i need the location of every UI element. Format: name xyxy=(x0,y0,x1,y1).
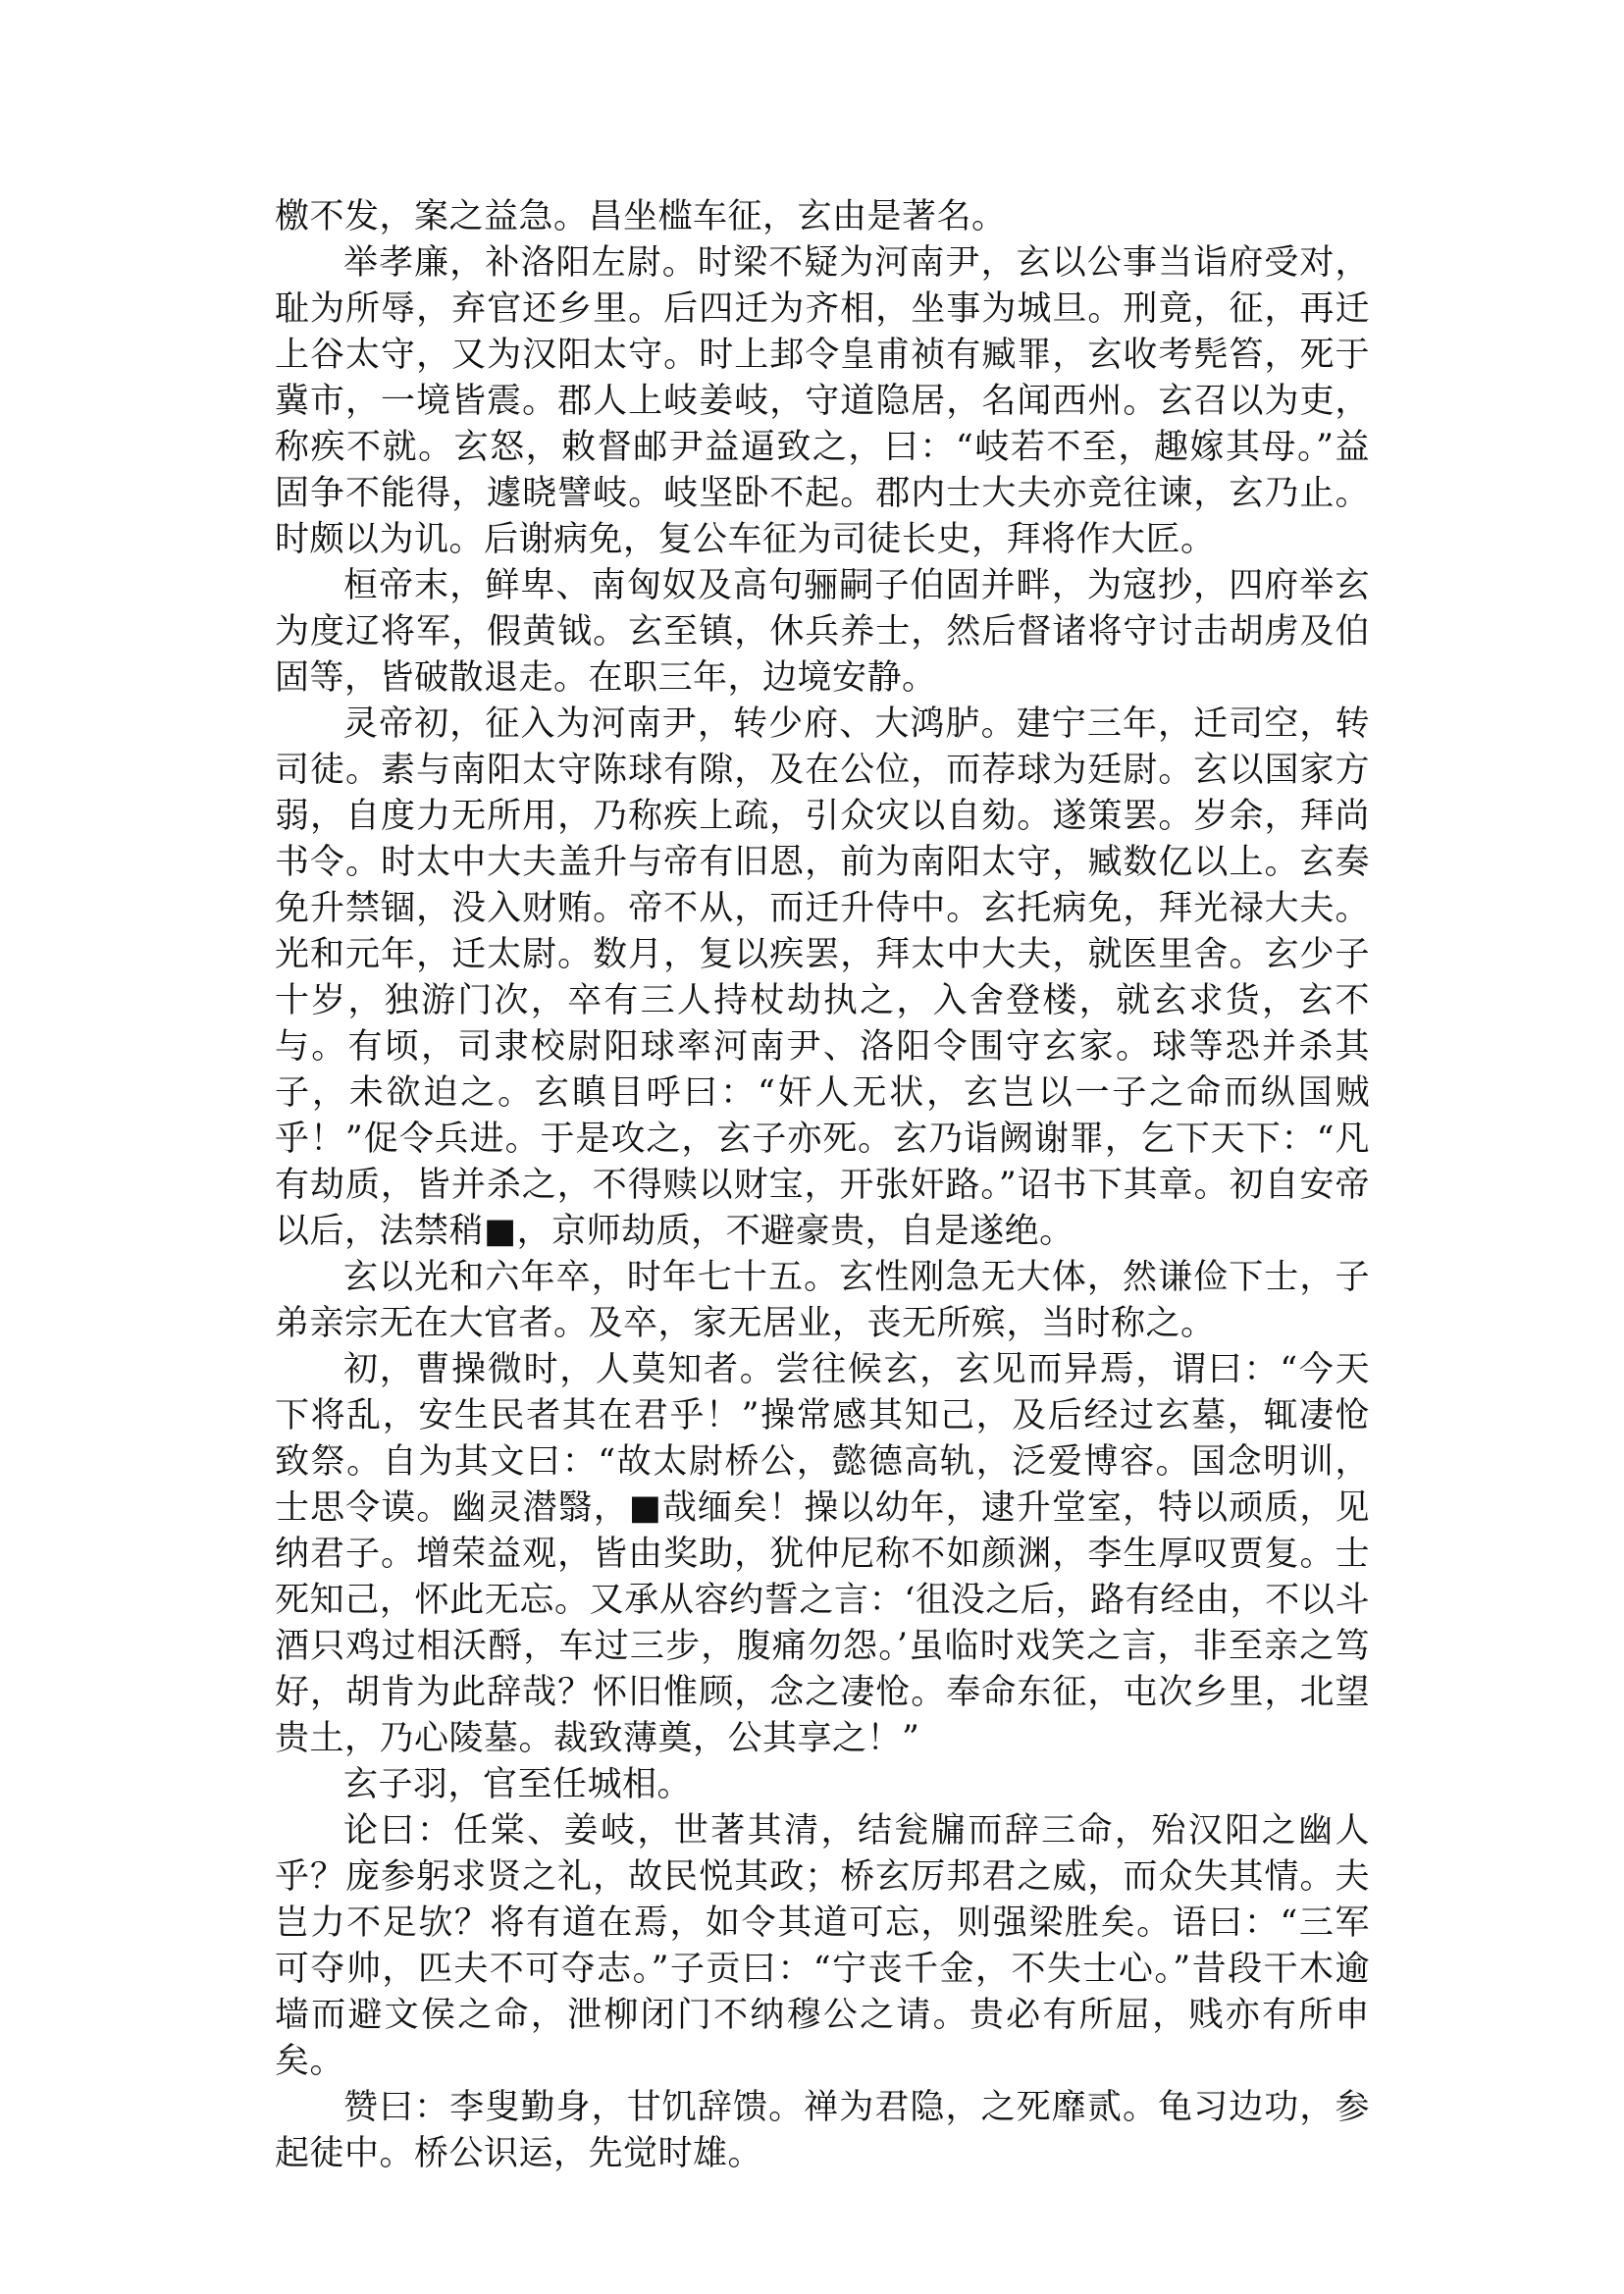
paragraph-8: 论曰：任棠、姜岐，世著其清，结瓮牖而辞三命，殆汉阳之幽人乎？庞参躬求贤之礼，故民悦其政；桥玄厉邦君之威，而众失其情。夫岂力不足欤？将有道在焉，如令其道可忘，则强梁胜矣。语曰：“三军可夺帅，匹夫不可夺志。”子贡曰：“宁丧千金，不失士心。”昔段干木逾墙而避文侯之命，泄柳闭门不纳穆公之请。贵必有所屈，贱亦有所申矣。 xyxy=(275,1811,1370,2081)
paragraph-4: 灵帝初，征入为河南尹，转少府、大鸿胪。建宁三年，迁司空，转司徒。素与南阳太守陈球有隙，及在公位，而荐球为廷尉。玄以国家方弱，自度力无所用，乃称疾上疏，引众灾以自劾。遂策罢。岁余，拜尚书令。时太中大夫盖升与帝有旧恩，前为南阳太守，臧数亿以上。玄奏免升禁锢，没入财贿。帝不从，而迁升侍中。玄托病免，拜光禄大夫。光和元年，迁太尉。数月，复以疾罢，拜太中大夫，就医里舍。玄少子十岁，独游门次，卒有三人持杖劫执之，入舍登楼，就玄求货，玄不与。有顷，司隶校尉阳球率河南尹、洛阳令围守玄家。球等恐并杀其子，未欲迫之。玄瞋目呼曰：“奸人无状，玄岂以一子之命而纵国贼乎！”促令兵进。于是攻之，玄子亦死。玄乃诣阙谢罪，乞下天下：“凡有劫质，皆并杀之，不得赎以财宝，开张奸路。”诏书下其章。初自安帝以后，法禁稍■，京师劫质，不避豪贵，自是遂绝。 xyxy=(275,704,1370,1251)
paragraph-3: 桓帝末，鲜卑、南匈奴及高句骊嗣子伯固并畔，为寇抄，四府举玄为度辽将军，假黄钺。玄至镇，休兵养士，然后督诸将守讨击胡虏及伯固等，皆破散退走。在职三年，边境安静。 xyxy=(275,566,1370,698)
paragraph-1: 檄不发，案之益急。昌坐槛车征，玄由是著名。 xyxy=(275,197,1007,236)
paragraph-6: 初，曹操微时，人莫知者。尝往候玄，玄见而异焉，谓曰：“今天下将乱，安生民者其在君乎！”操常感其知己，及后经过玄墓，辄凄怆致祭。自为其文曰：“故太尉桥公，懿德高轨，泛爱博容。国念明训，士思令谟。幽灵潜翳，■哉缅矣！操以幼年，逮升堂室，特以顽质，见纳君子。增荣益观，皆由奖助，犹仲尼称不如颜渊，李生厚叹贾复。士死知己，怀此无忘。又承从容约誓之言：‘徂没之后，路有经由，不以斗酒只鸡过相沃酹，车过三步，腹痛勿怨。’虽临时戏笑之言，非至亲之笃好，胡肯为此辞哉？怀旧惟顾，念之凄怆。奉命东征，屯次乡里，北望贵土，乃心陵墓。裁致薄奠，公其享之！” xyxy=(275,1350,1370,1758)
paragraph-2: 举孝廉，补洛阳左尉。时梁不疑为河南尹，玄以公事当诣府受对，耻为所辱，弃官还乡里。后四迁为齐相，坐事为城旦。刑竟，征，再迁上谷太守，又为汉阳太守。时上邽令皇甫祯有臧罪，玄收考髡笞，死于冀市，一境皆震。郡人上岐姜岐，守道隐居，名闻西州。玄召以为吏，称疾不就。玄怒，敕督邮尹益逼致之，曰：“岐若不至，趣嫁其母。”益固争不能得，遽晓譬岐。岐坚卧不起。郡内士大夫亦竞往谏，玄乃止。时颇以为讥。后谢病免，复公车征为司徒长史，拜将作大匠。 xyxy=(275,243,1370,559)
paragraph-5: 玄以光和六年卒，时年七十五。玄性刚急无大体，然谦俭下士，子弟亲宗无在大官者。及卒，家无居业，丧无所殡，当时称之。 xyxy=(275,1258,1370,1343)
document-page xyxy=(275,194,1370,2177)
paragraph-7: 玄子羽，官至任城相。 xyxy=(343,1765,693,1804)
paragraph-9: 赞曰：李叟勤身，甘饥辞馈。禅为君隐，之死靡贰。龟习边功，参起徒中。桥公识运，先觉时雄。 xyxy=(275,2088,1370,2173)
